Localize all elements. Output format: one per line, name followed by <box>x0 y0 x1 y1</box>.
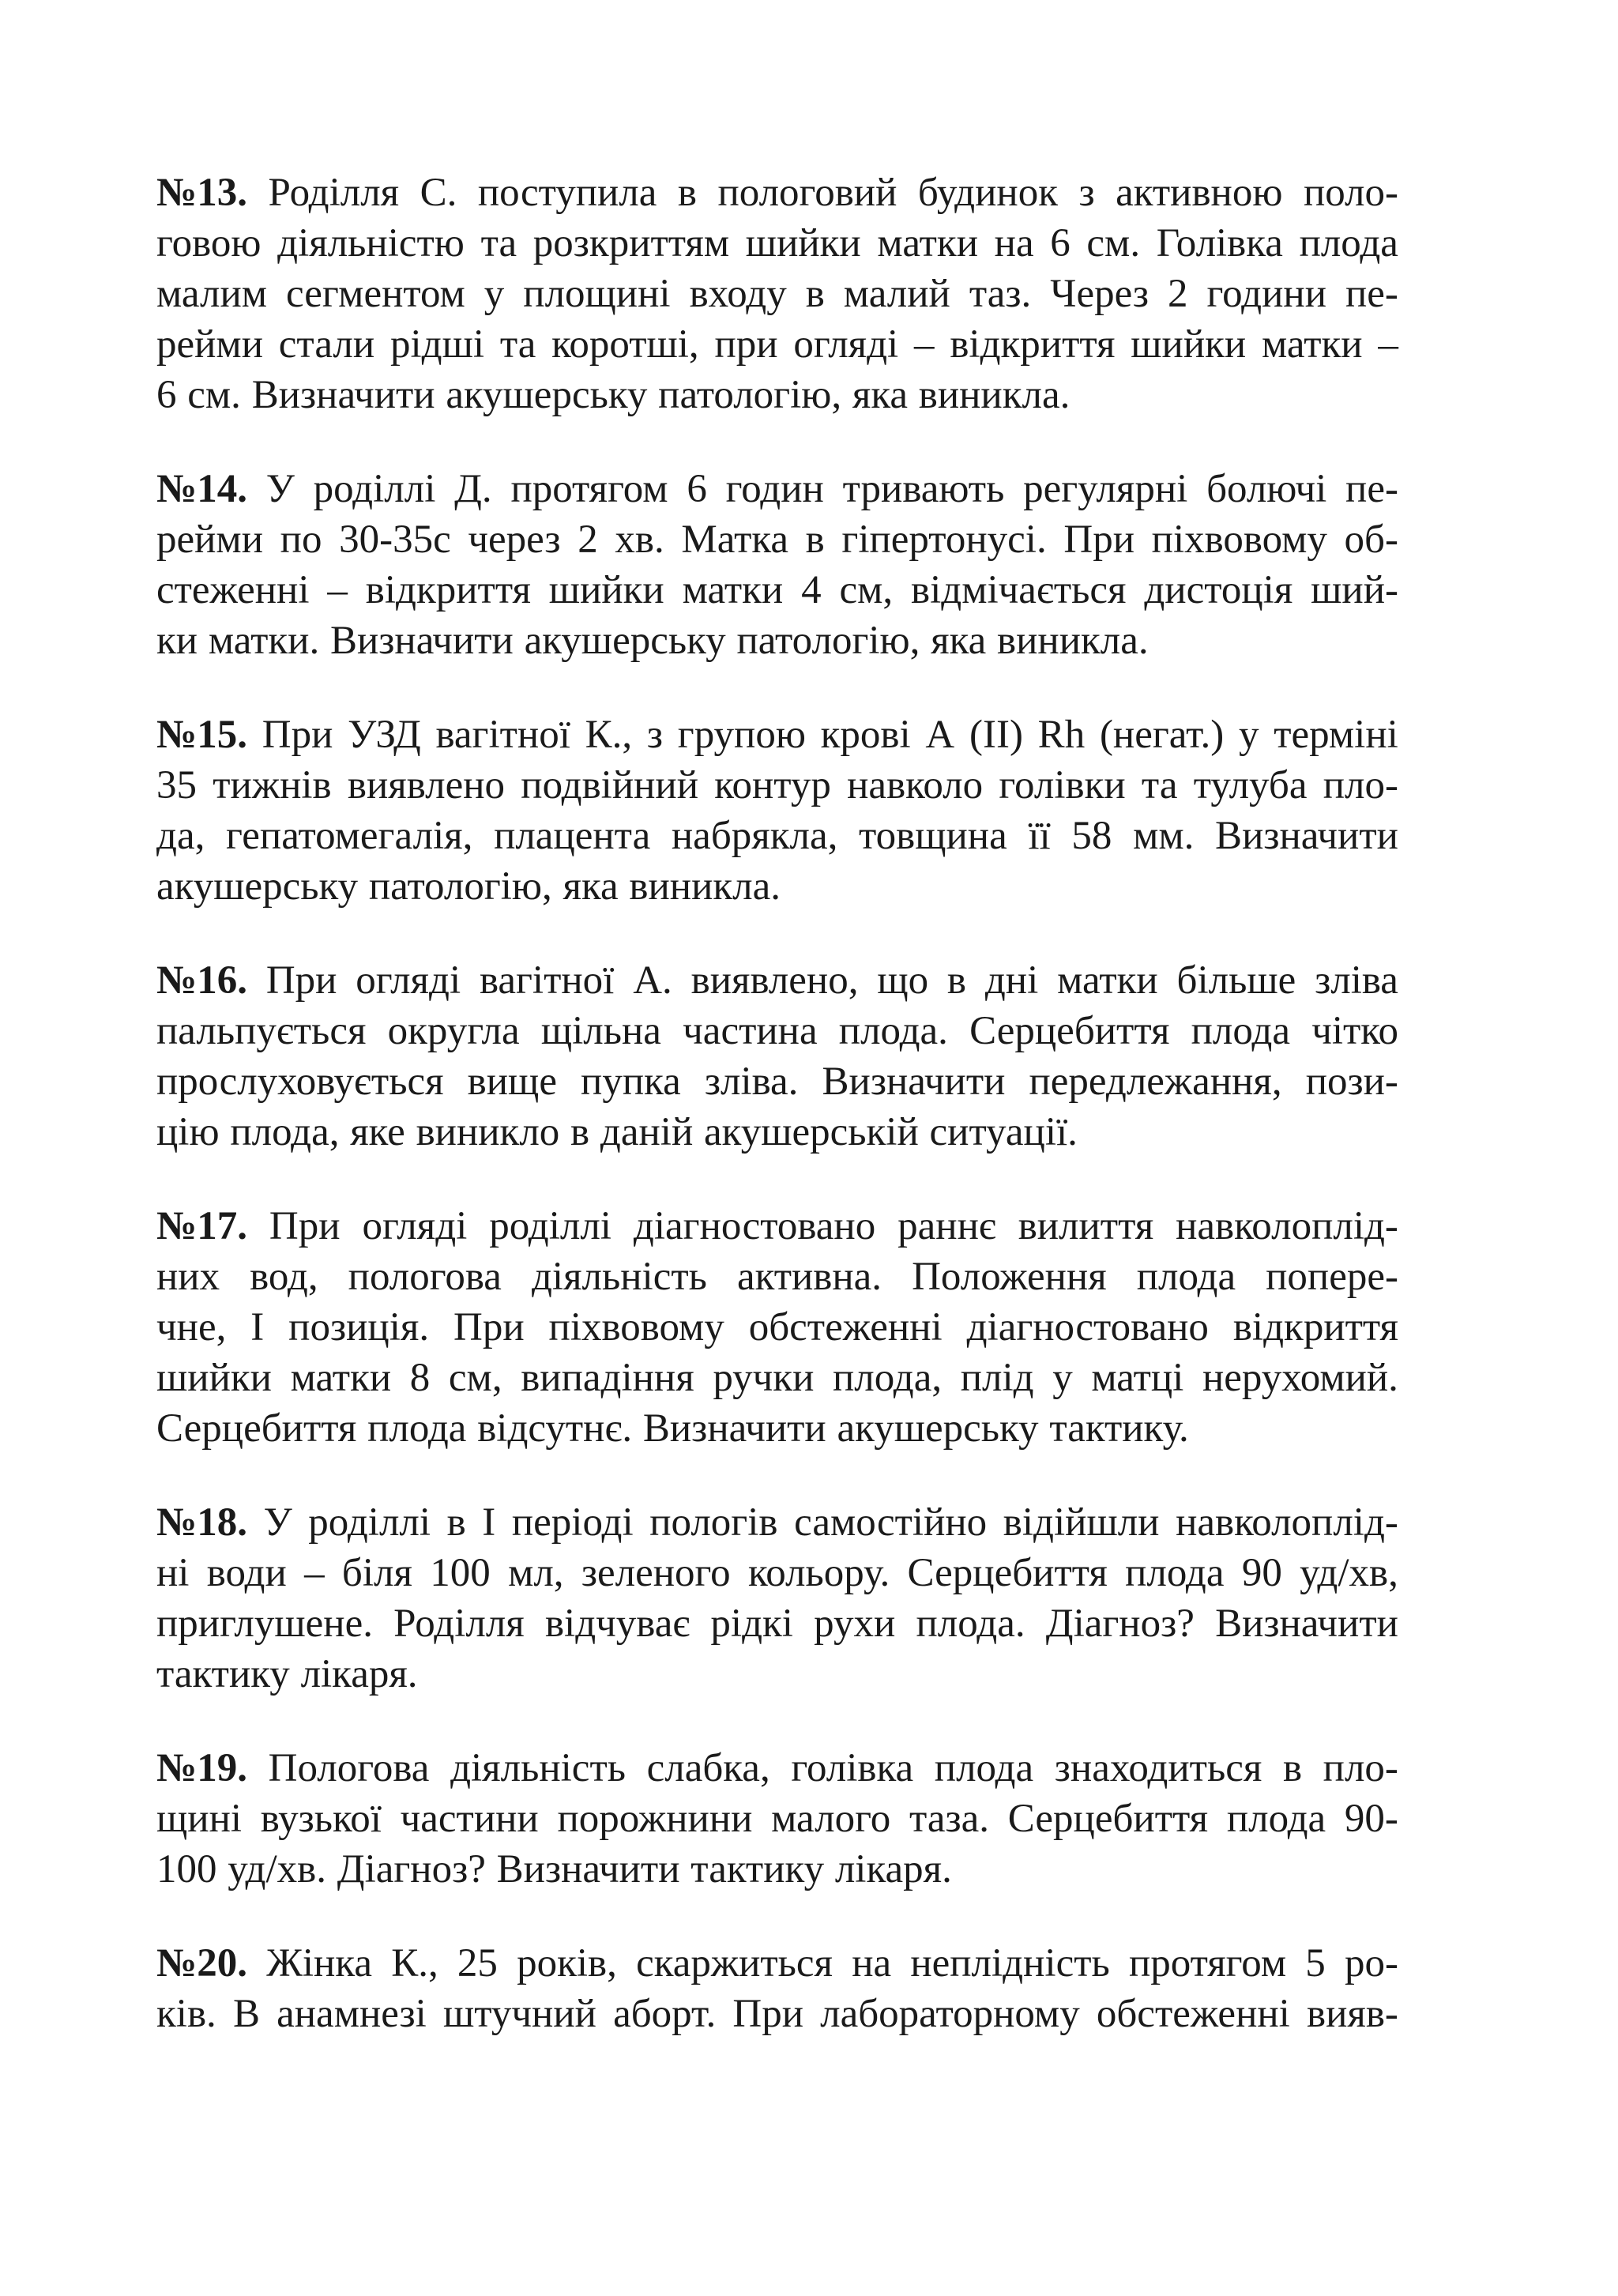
task-text-line: малим сегментом у площині входу в малий таз. Через 2 години пе- <box>156 272 1398 316</box>
task-number: №17. <box>156 1204 247 1248</box>
task-text-line: пальпується округла щільна частина плода. Серцебиття плода чітко <box>156 1009 1398 1053</box>
task-text-line: ні води – біля 100 мл, зеленого кольору. Серцебиття плода 90 уд/хв, <box>156 1551 1398 1595</box>
task-text-line: них вод, пологова діяльність активна. Положення плода попере- <box>156 1255 1398 1299</box>
task-item <box>156 1938 1398 2039</box>
task-number: №15. <box>156 713 247 757</box>
task-text-line: рейми стали рідші та коротші, при огляді – відкриття шийки матки – <box>156 322 1398 367</box>
task-text-line: приглушене. Роділля відчуває рідкі рухи плода. Діагноз? Визначити <box>156 1602 1398 1646</box>
task-text-line: да, гепатомегалія, плацента набрякла, товщина її 58 мм. Визначити <box>156 814 1398 858</box>
task-text-line: чне, І позиція. При піхвовому обстеженні діагностовано відкриття <box>156 1305 1398 1349</box>
task-item <box>156 710 1398 912</box>
task-text-line: №17. При огляді роділлі діагностовано раннє вилиття навколоплід- <box>156 1201 1398 1252</box>
task-text-line: №15. При УЗД вагітної К., з групою крові А (ІІ) Rh (негат.) у терміні <box>156 710 1398 760</box>
task-text-line: тактику лікаря. <box>156 1652 418 1696</box>
task-text-line: щині вузької частини порожнини малого таза. Серцебиття плода 90- <box>156 1797 1398 1841</box>
task-text-line: №19. Пологова діяльність слабка, голівка плода знаходиться в пло- <box>156 1743 1398 1794</box>
task-number: №14. <box>156 467 247 511</box>
task-text-line: говою діяльністю та розкриттям шийки матки на 6 см. Голівка плода <box>156 221 1398 265</box>
task-text-line: прослуховується вище пупка зліва. Визначити передлежання, пози- <box>156 1060 1398 1104</box>
task-number: №18. <box>156 1500 247 1545</box>
task-text-line: ків. В анамнезі штучний аборт. При лабораторному обстеженні вияв- <box>156 1992 1398 2036</box>
task-text-line: №16. При огляді вагітної А. виявлено, що в дні матки більше зліва <box>156 955 1398 1006</box>
task-text-line: акушерську патологію, яка виникла. <box>156 864 781 909</box>
task-text-line: №20. Жінка К., 25 років, скаржиться на неплідність протягом 5 ро- <box>156 1938 1398 1989</box>
task-number: №19. <box>156 1746 247 1790</box>
task-item <box>156 1743 1398 1895</box>
task-text-line: 100 уд/хв. Діагноз? Визначити тактику лікаря. <box>156 1847 952 1891</box>
task-text-line: №18. У роділлі в І періоді пологів самостійно відійшли навколоплід- <box>156 1497 1398 1548</box>
task-text-line: 6 см. Визначити акушерську патологію, яка виникла. <box>156 373 1071 417</box>
task-number: №16. <box>156 958 247 1003</box>
task-item <box>156 1497 1398 1699</box>
task-text-line: шийки матки 8 см, випадіння ручки плода, плід у матці нерухомий. <box>156 1356 1398 1400</box>
task-item <box>156 167 1398 420</box>
task-text-line: №14. У роділлі Д. протягом 6 годин тривають регулярні болючі пе- <box>156 464 1398 514</box>
task-item <box>156 955 1398 1157</box>
task-item <box>156 464 1398 666</box>
task-text-line: ки матки. Визначити акушерську патологію, яка виникла. <box>156 619 1149 663</box>
task-text-line: цію плода, яке виникло в даній акушерській ситуації. <box>156 1110 1078 1154</box>
task-number: №13. <box>156 171 247 215</box>
task-text-line: №13. Роділля С. поступила в пологовий будинок з активною поло- <box>156 167 1398 218</box>
document-page <box>156 167 1398 2083</box>
task-item <box>156 1201 1398 1454</box>
task-number: №20. <box>156 1941 247 1985</box>
task-text-line: стеженні – відкриття шийки матки 4 см, відмічається дистоція ший- <box>156 568 1398 612</box>
task-text-line: рейми по 30-35с через 2 хв. Матка в гіпертонусі. При піхвовому об- <box>156 518 1398 562</box>
task-text-line: 35 тижнів виявлено подвійний контур навколо голівки та тулуба пло- <box>156 763 1398 807</box>
task-text-line: Серцебиття плода відсутнє. Визначити акушерську тактику. <box>156 1406 1189 1451</box>
